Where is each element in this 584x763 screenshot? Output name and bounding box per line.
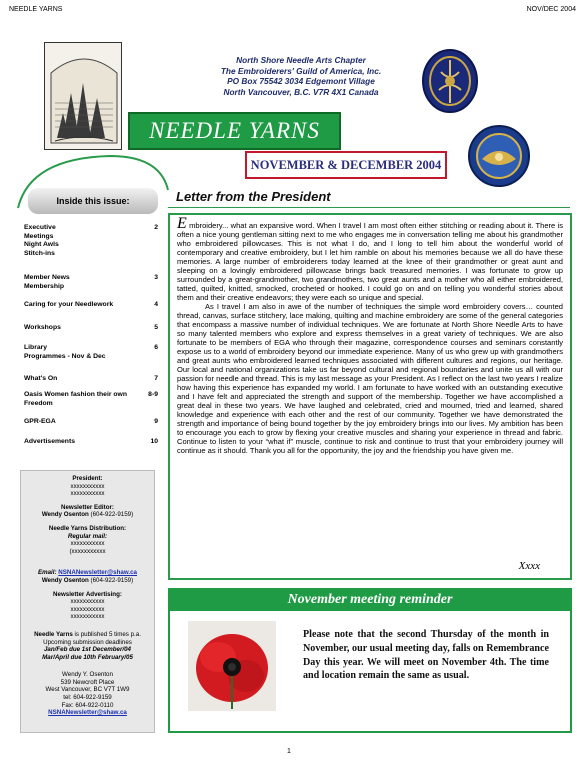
president-signature: Xxxx (518, 560, 540, 572)
email-contact-phone: (604-922-9159) (90, 576, 134, 584)
advertising-label: Newsletter Advertising: (53, 590, 122, 598)
issue-date-box: NOVEMBER & DECEMBER 2004 (245, 151, 447, 179)
toc-item: Caring for your Needlework 4 (24, 301, 158, 308)
editor-name: Wendy Osenton (41, 511, 89, 519)
email-contact-name: Wendy Osenton (41, 576, 89, 584)
chapter-name: North Shore Needle Arts Chapter (236, 55, 366, 65)
guild-name: The Embroiderers' Guild of America, Inc. (220, 65, 382, 76)
letter-title: Letter from the President (176, 189, 331, 204)
newsletter-nameplate: NEEDLE YARNS (128, 112, 341, 150)
po-box: PO Box 75542 3034 Edgemont Village (227, 76, 375, 86)
distribution-line: (xxxxxxxxxxx (69, 547, 106, 555)
toc-item: Member News Membership 3 (24, 274, 158, 290)
reminder-title-bar: November meeting reminder (168, 588, 572, 611)
president-line: xxxxxxxxxxx (70, 490, 105, 498)
advertising-line: xxxxxxxxxxx (70, 605, 105, 613)
city: North Vancouver, B.C. V7R 4X1 Canada (223, 86, 379, 97)
president-label: President: (72, 475, 103, 482)
toc-item: GPR-EGA 9 (24, 418, 158, 425)
ega-emblem (421, 48, 479, 114)
president-line: xxxxxxxxxxx (70, 482, 105, 490)
editor-label: Newsletter Editor: (61, 503, 114, 511)
toc-item: Library Programmes - Nov & Dec 6 (24, 344, 158, 360)
guild-badge (468, 125, 530, 187)
letter-paragraph-2: As I travel I am also in awe of the number of techniques the simple word embroidery covers… counted thread, canvas, surface stitchery, lace making, quilting and machine embroidery are some of the general categories that encompass a massive number of individual techniques. We are fortunate at North Shore Needle Arts to have so many talented members who explore and express themselves in a great variety of techniques. We are also fortunate to be members of EGA who through their magazine, correspondence courses and seminars constantly expose us to a world of embroidery beyond our immediate experience. Many of us who grew up with grandmothers and great aunts who embroidered learned techniques associated with different cultures and regions, our heritage. Our local and national organizations take us far beyond cultural and regional boundaries and unite us all with our passion for needle and thread. This is my last message as your President. As I reflect on the last two years I realize how having this experience has expanded my world. I am fortunate to have worked with an outstanding executive and I have felt and appreciated the strength and support of the membership. Together we have accomplished a great deal in these two years. We have laughed and celebrated, cried and mourned, tried and learned, shared knowledge and experience with each other and the rest of our community. Together we have demonstrated the strength and importance of being bound together by the joy embroidery brings into our lives. My ambition has been to encourage you each to grow by flexing your creative muscles and sharing your experience in thread and fabric. Continue to listen to your “what if” muscle, continue to risk and continue to trust that your embroidery journey will continue as it should. Thank you all for the opportunity, the joy and the friendship you have given me. (177, 302, 563, 456)
deadlines-label: Upcoming submission deadlines (43, 638, 132, 646)
regular-mail-label: Regular mail: (67, 532, 108, 540)
chapter-address (198, 55, 404, 97)
toc-item: What's On 7 (24, 375, 158, 382)
mailing-city: West Vancouver, BC V7T 1W9 (45, 686, 130, 694)
toc-item: Workshops 5 (24, 324, 158, 331)
editor-phone: (604-922-9159) (90, 511, 134, 519)
letter-title-rule (168, 207, 570, 208)
deadline-jan-feb: Jan/Feb due 1st December/04 (43, 646, 131, 654)
publication-frequency: is published 5 times p.a. (72, 630, 141, 638)
mailing-tel: tel: 604-922-9159 (63, 694, 112, 702)
mailing-fax: Fax: 604-922-0110 (61, 701, 114, 709)
advertising-line: xxxxxxxxxxx (70, 613, 105, 621)
president-letter-box (168, 213, 572, 580)
reminder-text: Please note that the second Thursday of the month in November, our usual meeting day, falls on Remembrance Day this year. We will meet on November 4th. The time and location remain the same as usual. (303, 629, 549, 682)
email-label: Email: (37, 569, 57, 577)
inside-issue-heading: Inside this issue: (28, 188, 158, 214)
contact-info-panel (20, 470, 155, 733)
mailing-name: Wendy Y. Osenton (62, 671, 113, 679)
toc-item: Advertisements 10 (24, 438, 158, 445)
deadline-mar-apr: Mar/April due 10th February/05 (42, 653, 133, 661)
mailing-email-link[interactable]: NSNANewsletter@shaw.ca (48, 709, 127, 717)
chapter-logo-image (44, 42, 122, 150)
drop-cap: E (177, 215, 187, 232)
advertising-line: xxxxxxxxxxx (70, 598, 105, 606)
letter-paragraph (177, 215, 563, 303)
letter-paragraph-1: mbroidery... what an expansive word. When I travel I am most often either stitching or reading about it. There is often a nice young gentleman sitting next to me who engages me in conversation telling me about his grandmother who embroidered pillowcases. This is not what I do, and I long to tell him about the wonderful world of contemporary and creative embroidery, but I let him ramble on about his memories because we all do have these memories. A large number of embroiderers today learned at the knee of their grandmother or great aunt and sleeping on a lovingly embroidered pillowcase brings back treasured memories. I was fortunate to grow up surrounded by a great-grandmother, two grandmothers, two great aunts and a mother who all either embroidered, tatted, quilted, knitted, smocked, crocheted or hooked. I could go on and on telling you wonderful stories about them and their creative endeavors; they were each so unique and special. (177, 221, 563, 303)
publication-name: Needle Yarns (34, 630, 73, 638)
toc-item: Executive Meetings Night Awls Stitch-ins 2 (24, 224, 158, 257)
distribution-label: Needle Yarns Distribution: (48, 524, 127, 532)
toc-item: Oasis Women fashion their own Freedom 8-9 (24, 391, 158, 407)
page-number: 1 (287, 748, 291, 755)
poppy-image (188, 621, 276, 711)
newsletter-email-link[interactable]: NSNANewsletter@shaw.ca (58, 569, 138, 577)
distribution-line: xxxxxxxxxxx (70, 540, 105, 548)
running-header-date: NOV/DEC 2004 (526, 6, 576, 13)
mailing-street: 539 Newcroft Place (60, 678, 115, 686)
running-header-title: NEEDLE YARNS (9, 6, 63, 13)
